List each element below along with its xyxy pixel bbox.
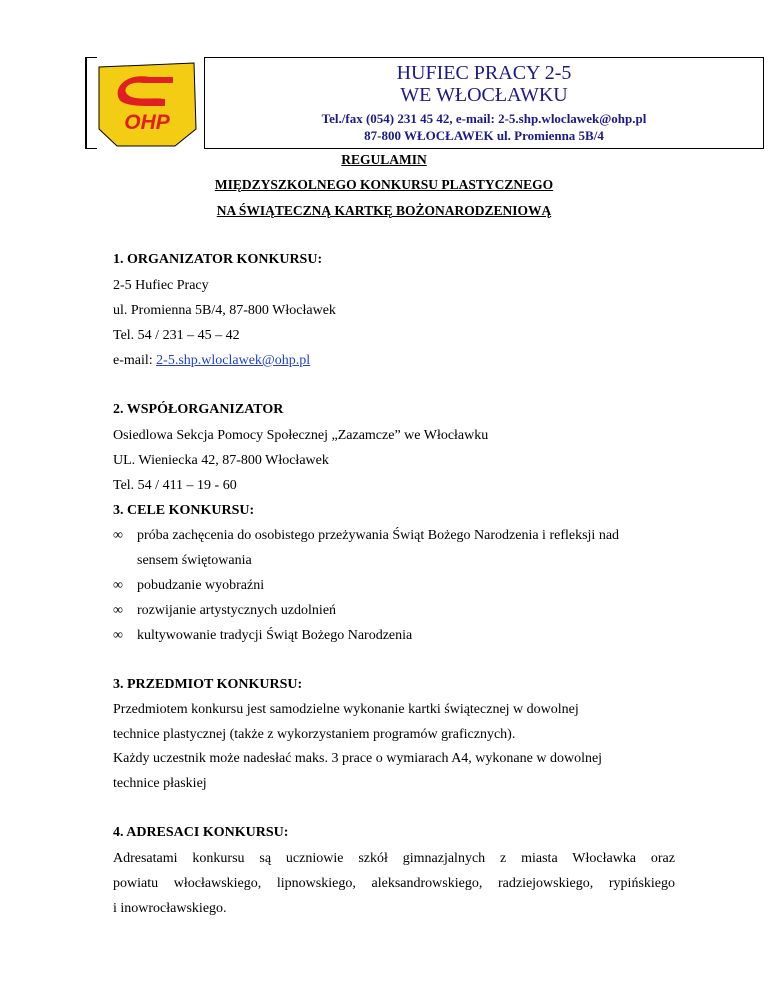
coorganizer-phone: Tel. 54 / 411 – 19 - 60 [113,478,237,493]
section3-heading: 3. CELE KONKURSU: [113,503,255,518]
section2-heading: 2. WSPÓŁORGANIZATOR [113,402,284,417]
organizer-email-line [113,353,310,369]
letterhead [85,57,685,149]
letterhead-bottom-tick [85,148,97,149]
goal-item-2 [113,578,264,594]
doc-title-line3: NA ŚWIĄTECZNĄ KARTKĘ BOŻONARODZENIOWĄ [216,203,552,218]
org-contact-line1: Tel./fax (054) 231 45 42, e-mail: 2-5.shp.wloclawek@ohp.pl [321,111,647,126]
organizer-name: 2-5 Hufiec Pracy [113,278,209,293]
email-label: e-mail: [113,353,157,368]
infinity-bullet-icon: ∞ [113,578,123,593]
org-name-line1: HUFIEC PRACY 2-5 [396,62,572,84]
subject-line2: technice plastycznej (także z wykorzystaniem programów graficznych). [113,727,516,742]
organizer-address: ul. Promienna 5B/4, 87-800 Włocławek [113,303,336,318]
goal-1-text: próba zachęcenia do osobistego przeżywania Świąt Bożego Narodzenia i refleksji nad [137,528,620,543]
goal-item-4 [113,628,412,644]
logo-text: OHP [124,111,170,134]
section1-heading: 1. ORGANIZATOR KONKURSU: [113,252,323,267]
section3b-heading: 3. PRZEDMIOT KONKURSU: [113,677,303,692]
infinity-bullet-icon: ∞ [113,603,123,618]
infinity-bullet-icon: ∞ [113,628,123,643]
letterhead-top-tick [85,57,97,58]
organization-info-box [204,57,764,149]
recipients-line1: Adresatami konkursu są uczniowie szkół gimnazjalnych z miasta Włocławka oraz [113,851,675,866]
goal-3-text: rozwijanie artystycznych uzdolnień [137,603,337,618]
infinity-bullet-icon: ∞ [113,528,123,543]
goal-4-text: kultywowanie tradycji Świąt Bożego Narodzenia [137,628,413,643]
goal-item-3 [113,603,336,619]
goal-2-text: pobudzanie wyobraźni [137,578,265,593]
letterhead-left-rule [85,57,87,149]
recipients-line2: powiatu włocławskiego, lipnowskiego, aleksandrowskiego, radziejowskiego, rypińskiego [113,876,675,891]
ohp-logo [95,59,198,147]
goal-item-1 [113,528,619,544]
recipients-line3: i inowrocławskiego. [113,901,227,916]
org-name-line2: WE WŁOCŁAWKU [400,84,568,106]
subject-line3: Każdy uczestnik może nadesłać maks. 3 prace o wymiarach A4, wykonane w dowolnej [113,751,603,766]
coorganizer-name: Osiedlowa Sekcja Pomocy Społecznej „Zazamcze” we Włocławku [113,428,489,443]
org-contact-line2: 87-800 WŁOCŁAWEK ul. Promienna 5B/4 [364,128,604,143]
subject-line1: Przedmiotem konkursu jest samodzielne wykonanie kartki świątecznej w dowolnej [113,702,579,717]
doc-title-line2: MIĘDZYSZKOLNEGO KONKURSU PLASTYCZNEGO [214,177,554,192]
organizer-phone: Tel. 54 / 231 – 45 – 42 [113,328,240,343]
coorganizer-address: UL. Wieniecka 42, 87-800 Włocławek [113,453,329,468]
goal-1-continuation: sensem świętowania [137,553,252,568]
section4-heading: 4. ADRESACI KONKURSU: [113,825,289,840]
organizer-email-link[interactable]: 2-5.shp.wloclawek@ohp.pl [156,353,311,368]
doc-title-regulamin: REGULAMIN [341,152,427,167]
subject-line4: technice płaskiej [113,776,207,791]
